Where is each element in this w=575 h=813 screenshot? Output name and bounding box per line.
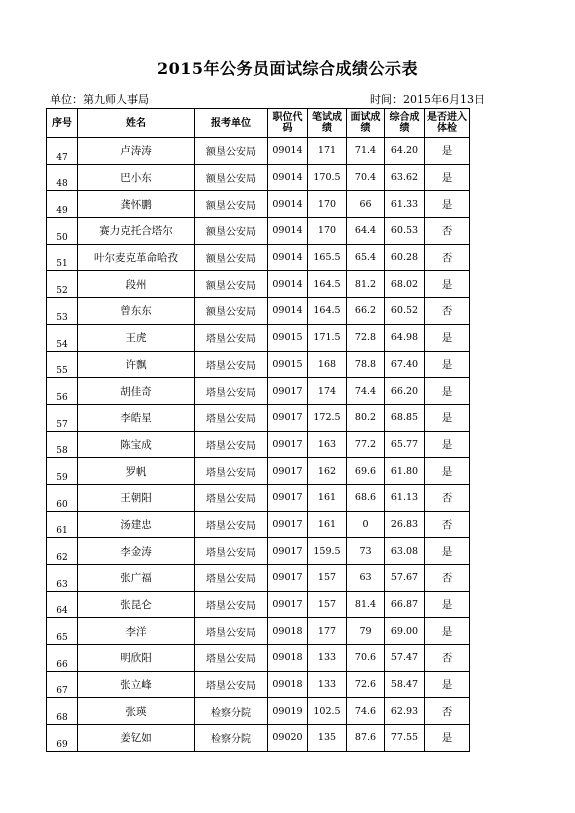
exam-cell: 是 (425, 191, 470, 218)
name-cell: 张瑛 (78, 698, 195, 725)
written-score-cell: 171.5 (308, 324, 347, 351)
code-cell: 09017 (268, 378, 308, 405)
table-row (47, 378, 470, 405)
interview-score-cell: 72.6 (347, 671, 385, 698)
name-cell: 李洋 (78, 618, 195, 645)
interview-score-cell: 87.6 (347, 725, 385, 752)
written-score-cell: 161 (308, 484, 347, 511)
total-score-cell: 60.53 (385, 218, 425, 245)
header-dept: 报考单位 (195, 109, 268, 138)
seq-cell: 64 (47, 591, 78, 618)
table-row (47, 645, 470, 672)
header-written: 笔试成绩 (308, 109, 347, 138)
header-total: 综合成绩 (385, 109, 425, 138)
code-cell: 09017 (268, 431, 308, 458)
dept-cell: 塔垦公安局 (195, 565, 268, 592)
table-row (47, 725, 470, 752)
total-score-cell: 63.62 (385, 164, 425, 191)
total-score-cell: 63.08 (385, 538, 425, 565)
interview-score-cell: 0 (347, 511, 385, 538)
total-score-cell: 77.55 (385, 725, 425, 752)
dept-cell: 塔垦公安局 (195, 431, 268, 458)
name-cell: 明欣阳 (78, 645, 195, 672)
code-cell: 09017 (268, 484, 308, 511)
dept-cell: 塔垦公安局 (195, 618, 268, 645)
exam-cell: 是 (425, 404, 470, 431)
exam-cell: 是 (425, 138, 470, 165)
exam-cell: 否 (425, 565, 470, 592)
interview-score-cell: 71.4 (347, 138, 385, 165)
seq-cell: 49 (47, 191, 78, 218)
seq-cell: 66 (47, 645, 78, 672)
table-row (47, 404, 470, 431)
name-cell: 段州 (78, 271, 195, 298)
total-score-cell: 66.20 (385, 378, 425, 405)
written-score-cell: 164.5 (308, 271, 347, 298)
table-row (47, 164, 470, 191)
written-score-cell: 177 (308, 618, 347, 645)
exam-cell: 是 (425, 618, 470, 645)
unit-label: 单位：第九师人事局 (50, 93, 149, 106)
seq-cell: 52 (47, 271, 78, 298)
seq-cell: 67 (47, 671, 78, 698)
header-seq: 序号 (47, 109, 78, 138)
total-score-cell: 57.67 (385, 565, 425, 592)
header-exam: 是否进入体检 (425, 109, 470, 138)
seq-cell: 58 (47, 431, 78, 458)
interview-score-cell: 63 (347, 565, 385, 592)
total-score-cell: 68.02 (385, 271, 425, 298)
name-cell: 许飘 (78, 351, 195, 378)
table-row (47, 618, 470, 645)
exam-cell: 是 (425, 351, 470, 378)
dept-cell: 额垦公安局 (195, 138, 268, 165)
name-cell: 赛力克托合塔尔 (78, 218, 195, 245)
written-score-cell: 133 (308, 645, 347, 672)
interview-score-cell: 69.6 (347, 458, 385, 485)
exam-cell: 是 (425, 271, 470, 298)
seq-cell: 59 (47, 458, 78, 485)
table-row (47, 218, 470, 245)
code-cell: 09014 (268, 271, 308, 298)
total-score-cell: 61.13 (385, 484, 425, 511)
dept-cell: 塔垦公安局 (195, 671, 268, 698)
interview-score-cell: 77.2 (347, 431, 385, 458)
exam-cell: 是 (425, 591, 470, 618)
dept-cell: 塔垦公安局 (195, 511, 268, 538)
exam-cell: 否 (425, 244, 470, 271)
interview-score-cell: 73 (347, 538, 385, 565)
name-cell: 李皓星 (78, 404, 195, 431)
dept-cell: 塔垦公安局 (195, 484, 268, 511)
table-row (47, 511, 470, 538)
page-title: 2015年公务员面试综合成绩公示表 (156, 59, 419, 78)
dept-cell: 塔垦公安局 (195, 591, 268, 618)
code-cell: 09018 (268, 645, 308, 672)
code-cell: 09017 (268, 404, 308, 431)
code-cell: 09017 (268, 591, 308, 618)
written-score-cell: 133 (308, 671, 347, 698)
interview-score-cell: 65.4 (347, 244, 385, 271)
total-score-cell: 62.93 (385, 698, 425, 725)
seq-cell: 48 (47, 164, 78, 191)
table-row (47, 565, 470, 592)
table-row (47, 298, 470, 325)
table-row (47, 244, 470, 271)
seq-cell: 51 (47, 244, 78, 271)
table-row (47, 538, 470, 565)
code-cell: 09018 (268, 618, 308, 645)
dept-cell: 塔垦公安局 (195, 378, 268, 405)
seq-cell: 62 (47, 538, 78, 565)
exam-cell: 否 (425, 698, 470, 725)
table-row (47, 271, 470, 298)
seq-cell: 61 (47, 511, 78, 538)
name-cell: 陈宝成 (78, 431, 195, 458)
seq-cell: 63 (47, 565, 78, 592)
name-cell: 巴小东 (78, 164, 195, 191)
table-row (47, 191, 470, 218)
total-score-cell: 60.28 (385, 244, 425, 271)
dept-cell: 塔垦公安局 (195, 538, 268, 565)
header-name: 姓名 (78, 109, 195, 138)
written-score-cell: 165.5 (308, 244, 347, 271)
exam-cell: 是 (425, 538, 470, 565)
written-score-cell: 157 (308, 565, 347, 592)
code-cell: 09017 (268, 565, 308, 592)
code-cell: 09014 (268, 191, 308, 218)
written-score-cell: 174 (308, 378, 347, 405)
written-score-cell: 168 (308, 351, 347, 378)
interview-score-cell: 81.2 (347, 271, 385, 298)
table-row (47, 484, 470, 511)
code-cell: 09019 (268, 698, 308, 725)
seq-cell: 68 (47, 698, 78, 725)
name-cell: 罗帆 (78, 458, 195, 485)
code-cell: 09017 (268, 538, 308, 565)
exam-cell: 否 (425, 484, 470, 511)
seq-cell: 50 (47, 218, 78, 245)
total-score-cell: 61.33 (385, 191, 425, 218)
written-score-cell: 159.5 (308, 538, 347, 565)
total-score-cell: 26.83 (385, 511, 425, 538)
dept-cell: 额垦公安局 (195, 164, 268, 191)
written-score-cell: 172.5 (308, 404, 347, 431)
name-cell: 汤建忠 (78, 511, 195, 538)
seq-cell: 57 (47, 404, 78, 431)
interview-score-cell: 74.4 (347, 378, 385, 405)
dept-cell: 检察分院 (195, 725, 268, 752)
dept-cell: 塔垦公安局 (195, 458, 268, 485)
seq-cell: 53 (47, 298, 78, 325)
total-score-cell: 64.98 (385, 324, 425, 351)
interview-score-cell: 79 (347, 618, 385, 645)
name-cell: 姜钇如 (78, 725, 195, 752)
seq-cell: 54 (47, 324, 78, 351)
header-code: 职位代码 (268, 109, 308, 138)
code-cell: 09015 (268, 351, 308, 378)
total-score-cell: 61.80 (385, 458, 425, 485)
total-score-cell: 64.20 (385, 138, 425, 165)
interview-score-cell: 80.2 (347, 404, 385, 431)
name-cell: 李金涛 (78, 538, 195, 565)
exam-cell: 否 (425, 298, 470, 325)
code-cell: 09014 (268, 218, 308, 245)
written-score-cell: 170 (308, 191, 347, 218)
written-score-cell: 135 (308, 725, 347, 752)
written-score-cell: 164.5 (308, 298, 347, 325)
seq-cell: 47 (47, 138, 78, 165)
interview-score-cell: 78.8 (347, 351, 385, 378)
interview-score-cell: 74.6 (347, 698, 385, 725)
total-score-cell: 69.00 (385, 618, 425, 645)
code-cell: 09014 (268, 164, 308, 191)
seq-cell: 65 (47, 618, 78, 645)
seq-cell: 55 (47, 351, 78, 378)
exam-cell: 是 (425, 458, 470, 485)
exam-cell: 是 (425, 725, 470, 752)
exam-cell: 是 (425, 164, 470, 191)
exam-cell: 否 (425, 218, 470, 245)
total-score-cell: 57.47 (385, 645, 425, 672)
code-cell: 09020 (268, 725, 308, 752)
written-score-cell: 102.5 (308, 698, 347, 725)
table-row (47, 431, 470, 458)
code-cell: 09017 (268, 458, 308, 485)
code-cell: 09014 (268, 138, 308, 165)
dept-cell: 检察分院 (195, 698, 268, 725)
name-cell: 叶尔麦克革命哈孜 (78, 244, 195, 271)
total-score-cell: 67.40 (385, 351, 425, 378)
seq-cell: 56 (47, 378, 78, 405)
dept-cell: 额垦公安局 (195, 298, 268, 325)
written-score-cell: 162 (308, 458, 347, 485)
interview-score-cell: 81.4 (347, 591, 385, 618)
written-score-cell: 171 (308, 138, 347, 165)
written-score-cell: 161 (308, 511, 347, 538)
interview-score-cell: 66.2 (347, 298, 385, 325)
written-score-cell: 170 (308, 218, 347, 245)
seq-cell: 69 (47, 725, 78, 752)
written-score-cell: 170.5 (308, 164, 347, 191)
interview-score-cell: 66 (347, 191, 385, 218)
name-cell: 张立峰 (78, 671, 195, 698)
table-header-row (47, 109, 470, 138)
name-cell: 王虎 (78, 324, 195, 351)
interview-score-cell: 64.4 (347, 218, 385, 245)
name-cell: 曾东东 (78, 298, 195, 325)
dept-cell: 额垦公安局 (195, 244, 268, 271)
dept-cell: 塔垦公安局 (195, 351, 268, 378)
dept-cell: 塔垦公安局 (195, 324, 268, 351)
table-row (47, 458, 470, 485)
total-score-cell: 68.85 (385, 404, 425, 431)
total-score-cell: 60.52 (385, 298, 425, 325)
dept-cell: 塔垦公安局 (195, 404, 268, 431)
date-label: 时间：2015年6月13日 (370, 93, 485, 106)
interview-score-cell: 68.6 (347, 484, 385, 511)
interview-score-cell: 70.6 (347, 645, 385, 672)
exam-cell: 是 (425, 324, 470, 351)
exam-cell: 是 (425, 431, 470, 458)
code-cell: 09014 (268, 298, 308, 325)
interview-score-cell: 72.8 (347, 324, 385, 351)
total-score-cell: 58.47 (385, 671, 425, 698)
exam-cell: 是 (425, 671, 470, 698)
name-cell: 王朝阳 (78, 484, 195, 511)
total-score-cell: 65.77 (385, 431, 425, 458)
total-score-cell: 66.87 (385, 591, 425, 618)
table-row (47, 591, 470, 618)
written-score-cell: 163 (308, 431, 347, 458)
exam-cell: 否 (425, 645, 470, 672)
score-table (46, 108, 470, 752)
table-row (47, 138, 470, 165)
table-row (47, 698, 470, 725)
dept-cell: 额垦公安局 (195, 271, 268, 298)
code-cell: 09018 (268, 671, 308, 698)
code-cell: 09015 (268, 324, 308, 351)
header-interview: 面试成绩 (347, 109, 385, 138)
exam-cell: 否 (425, 511, 470, 538)
table-row (47, 671, 470, 698)
dept-cell: 额垦公安局 (195, 218, 268, 245)
dept-cell: 塔垦公安局 (195, 645, 268, 672)
code-cell: 09014 (268, 244, 308, 271)
name-cell: 胡佳奇 (78, 378, 195, 405)
table-row (47, 324, 470, 351)
seq-cell: 60 (47, 484, 78, 511)
written-score-cell: 157 (308, 591, 347, 618)
table-row (47, 351, 470, 378)
interview-score-cell: 70.4 (347, 164, 385, 191)
name-cell: 卢涛涛 (78, 138, 195, 165)
dept-cell: 额垦公安局 (195, 191, 268, 218)
name-cell: 张广福 (78, 565, 195, 592)
code-cell: 09017 (268, 511, 308, 538)
name-cell: 张昆仑 (78, 591, 195, 618)
exam-cell: 是 (425, 378, 470, 405)
name-cell: 龚怀鹏 (78, 191, 195, 218)
